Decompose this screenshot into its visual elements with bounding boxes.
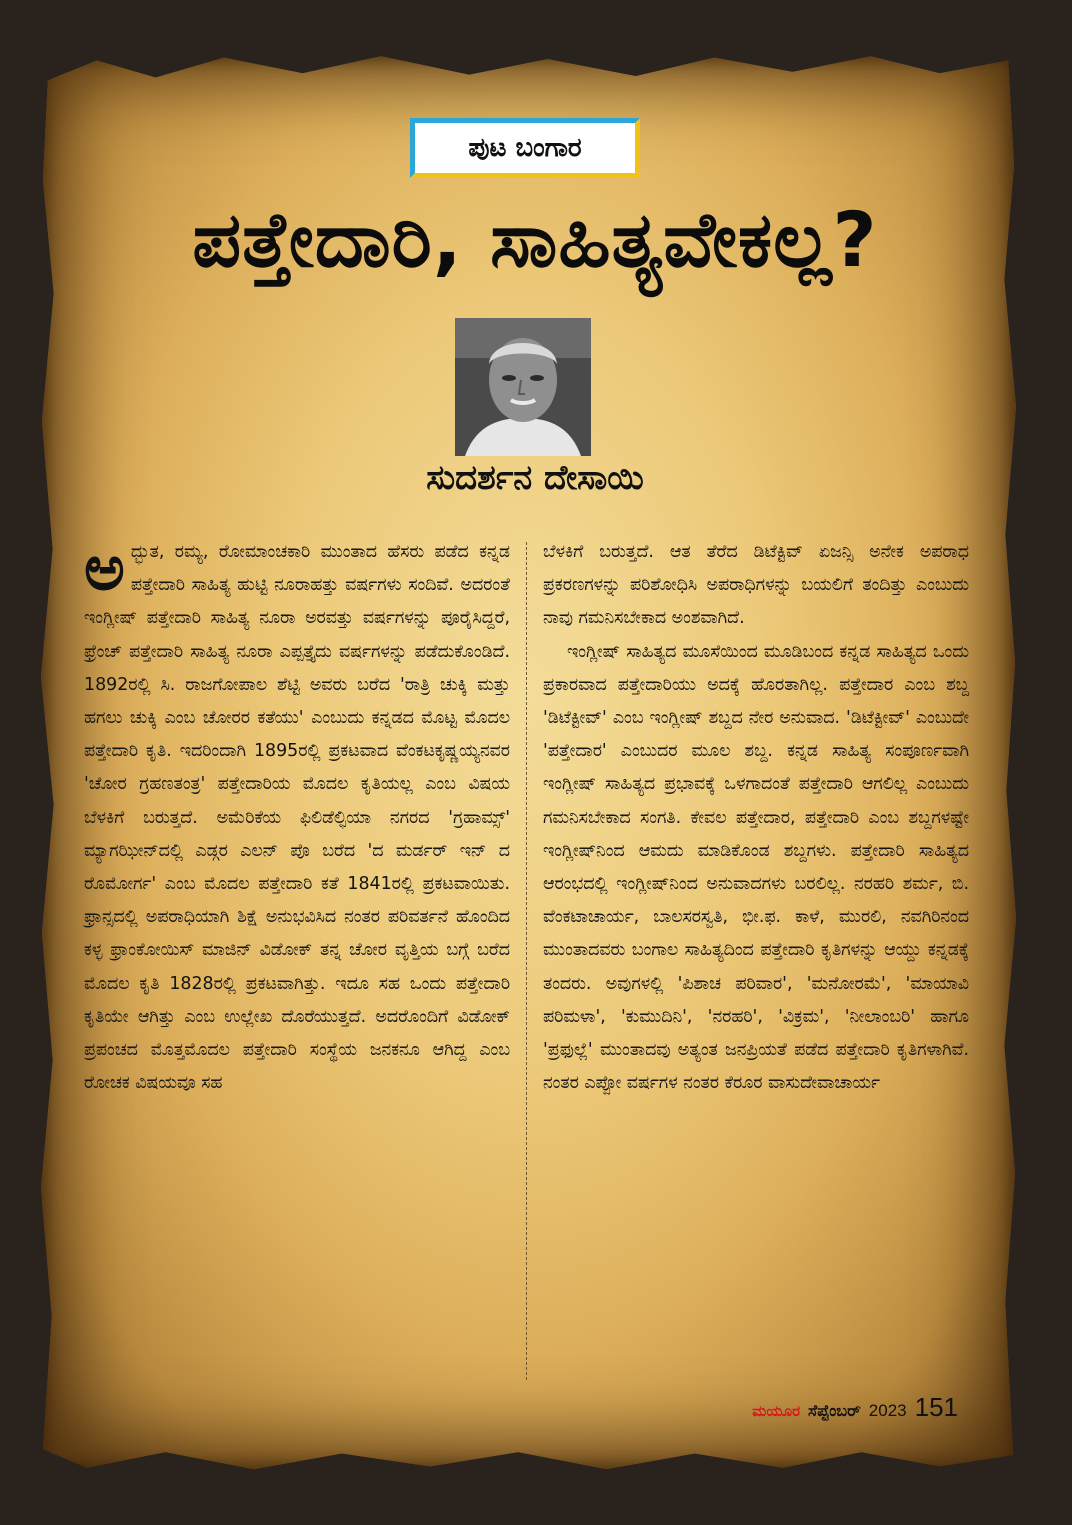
author-name: ಸುದರ್ಶನ ದೇಸಾಯಿ xyxy=(426,458,644,498)
author-portrait xyxy=(455,318,591,456)
issue-year: 2023 xyxy=(868,1401,907,1420)
issue-month: ಸೆಪ್ಟೆಂಬರ್ xyxy=(808,1401,861,1420)
article-column-right xyxy=(543,536,969,1100)
article-text: ದ್ಭುತ, ರಮ್ಯ, ರೋಮಾಂಚಕಾರಿ ಮುಂತಾದ ಹೆಸರು ಪಡೆದ ಕನ್ನಡ ಪತ್ತೇದಾರಿ ಸಾಹಿತ್ಯ ಹುಟ್ಟಿ ನೂರಾಹತ್ತು ವರ್ಷಗಳು ಸಂದಿವೆ. ಅದರಂತೆ ಇಂಗ್ಲೀಷ್ ಪತ್ತೇದಾರಿ ಸಾಹಿತ್ಯ ನೂರಾ ಅರವತ್ತು ವರ್ಷಗಳನ್ನು ಪೂರೈಸಿದ್ದರೆ, ಫ್ರೆಂಚ್ ಪತ್ತೇದಾರಿ ಸಾಹಿತ್ಯ ನೂರಾ ಎಪ್ಪತ್ತೈದು ವರ್ಷಗಳನ್ನು ಪಡೆದುಕೊಂಡಿದೆ. 1892ರಲ್ಲಿ ಸಿ. ರಾಜಗೋಪಾಲ ಶೆಟ್ಟಿ ಅವರು ಬರೆದ 'ರಾತ್ರಿ ಚುಕ್ಕಿ ಮತ್ತು ಹಗಲು ಚುಕ್ಕಿ ಎಂಬ ಚೋರರ ಕತೆಯು' ಎಂಬುದು ಕನ್ನಡದ ಮೊಟ್ಟ ಮೊದಲ ಪತ್ತೇದಾರಿ ಕೃತಿ. ಇದರಿಂದಾಗಿ 1895ರಲ್ಲಿ ಪ್ರಕಟವಾದ ವೆಂಕಟಕೃಷ್ಣಯ್ಯನವರ 'ಚೋರ ಗ್ರಹಣತಂತ್ರ' ಪತ್ತೇದಾರಿಯ ಮೊದಲ ಕೃತಿಯಲ್ಲ ಎಂಬ ವಿಷಯ ಬೆಳಕಿಗೆ ಬರುತ್ತದೆ. ಅಮೆರಿಕೆಯ ಫಿಲಿಡೆಲ್ಫಿಯಾ ನಗರದ 'ಗ್ರಹಾಮ್ಸ್' ಮ್ಯಾಗಝೀನ್‌ದಲ್ಲಿ ಎಡ್ಗರ ಎಲನ್ ಪೊ ಬರೆದ 'ದ ಮರ್ಡರ್ ಇನ್ ದ ರೊಮೋರ್ಗ' ಎಂಬ ಮೊದಲ ಪತ್ತೇದಾರಿ ಕತೆ 1841ರಲ್ಲಿ ಪ್ರಕಟವಾಯಿತು. ಫ್ರಾನ್ಸದಲ್ಲಿ ಅಪರಾಧಿಯಾಗಿ ಶಿಕ್ಷೆ ಅನುಭವಿಸಿದ ನಂತರ ಪರಿವರ್ತನೆ ಹೊಂದಿದ ಕಳ್ಳ ಫ್ರಾಂಕೋಯಿಸ್ ಮಾಜಿನ್ ವಿಡೋಕ್ ತನ್ನ ಚೋರ ವೃತ್ತಿಯ ಬಗ್ಗೆ ಬರೆದ ಮೊದಲ ಕೃತಿ 1828ರಲ್ಲಿ ಪ್ರಕಟವಾಗಿತ್ತು. ಇದೂ ಸಹ ಒಂದು ಪತ್ತೇದಾರಿ ಕೃತಿಯೇ ಆಗಿತ್ತು ಎಂಬ ಉಲ್ಲೇಖ ದೊರೆಯುತ್ತದೆ. ಅದರೊಂದಿಗೆ ವಿಡೋಕ್ ಪ್ರಪಂಚದ ಮೊತ್ತಮೊದಲ ಪತ್ತೇದಾರಿ ಸಂಸ್ಥೆಯ ಜನಕನೂ ಆಗಿದ್ದ ಎಂಬ ರೋಚಕ ವಿಷಯವೂ ಸಹ xyxy=(84,542,510,1094)
author-portrait-photo xyxy=(455,318,591,456)
article-paragraph: ಬೆಳಕಿಗೆ ಬರುತ್ತದೆ. ಆತ ತೆರೆದ ಡಿಟೆಕ್ಟಿವ್ ಏಜನ್ಸಿ ಅನೇಕ ಅಪರಾಧ ಪ್ರಕರಣಗಳನ್ನು ಪರಿಶೋಧಿಸಿ ಅಪರಾಧಿಗಳನ್ನು ಬಯಲಿಗೆ ತಂದಿತ್ತು ಎಂಬುದು ನಾವು ಗಮನಿಸಬೇಕಾದ ಅಂಶವಾಗಿದೆ. xyxy=(543,542,969,629)
page-number: 151 xyxy=(914,1392,958,1422)
article-column-left xyxy=(84,531,510,1100)
section-tag xyxy=(410,118,640,178)
section-tag-label: ಪುಟ ಬಂಗಾರ xyxy=(468,132,582,163)
article-paragraph: ಇಂಗ್ಲೀಷ್ ಸಾಹಿತ್ಯದ ಮೂಸೆಯಿಂದ ಮೂಡಿಬಂದ ಕನ್ನಡ ಸಾಹಿತ್ಯದ ಒಂದು ಪ್ರಕಾರವಾದ ಪತ್ತೇದಾರಿಯು ಅದಕ್ಕೆ ಹೊರತಾಗಿಲ್ಲ. ಪತ್ತೇದಾರ ಎಂಬ ಶಬ್ದ 'ಡಿಟೆಕ್ಟೀವ್' ಎಂಬ ಇಂಗ್ಲೀಷ್ ಶಬ್ದದ ನೇರ ಅನುವಾದ. 'ಡಿಟೆಕ್ಟೀವ್' ಎಂಬುದೇ 'ಪತ್ತೇದಾರ' ಎಂಬುದರ ಮೂಲ ಶಬ್ದ. ಕನ್ನಡ ಸಾಹಿತ್ಯ ಸಂಪೂರ್ಣವಾಗಿ ಇಂಗ್ಲೀಷ್ ಸಾಹಿತ್ಯದ ಪ್ರಭಾವಕ್ಕೆ ಒಳಗಾದಂತೆ ಪತ್ತೇದಾರಿ ಆಗಲಿಲ್ಲ ಎಂಬುದು ಗಮನಿಸಬೇಕಾದ ಸಂಗತಿ. ಕೇವಲ ಪತ್ತೇದಾರ, ಪತ್ತೇದಾರಿ ಎಂಬ ಶಬ್ದಗಳಷ್ಟೇ ಇಂಗ್ಲೀಷ್‌ನಿಂದ ಆಮದು ಮಾಡಿಕೊಂಡ ಶಬ್ದಗಳು. ಪತ್ತೇದಾರಿ ಸಾಹಿತ್ಯದ ಆರಂಭದಲ್ಲಿ ಇಂಗ್ಲೀಷ್‌ನಿಂದ ಅನುವಾದಗಳು ಬರಲಿಲ್ಲ. ನರಹರಿ ಶರ್ಮ, ಬಿ. ವೆಂಕಟಾಚಾರ್ಯ, ಬಾಲಸರಸ್ವತಿ, ಭೀ.ಫ. ಕಾಳೆ, ಮುರಲಿ, ನವಗಿರಿನಂದ ಮುಂತಾದವರು ಬಂಗಾಲ ಸಾಹಿತ್ಯದಿಂದ ಪತ್ತೇದಾರಿ ಕೃತಿಗಳನ್ನು ಆಯ್ದು ಕನ್ನಡಕ್ಕೆ ತಂದರು. ಅವುಗಳಲ್ಲಿ 'ಪಿಶಾಚ ಪರಿವಾರ', 'ಮನೋರಮೆ', 'ಮಾಯಾವಿ ಪರಿಮಳಾ', 'ಕುಮುದಿನಿ', 'ನರಹರಿ', 'ವಿಕ್ರಮ', 'ನೀಲಾಂಬರಿ' ಹಾಗೂ 'ಪ್ರಫುಲ್ಲೆ' ಮುಂತಾದವು ಅತ್ಯಂತ ಜನಪ್ರಿಯತೆ ಪಡೆದ ಪತ್ತೇದಾರಿ ಕೃತಿಗಳಾಗಿವೆ. ನಂತರ ಎಪ್ಪೋ ವರ್ಷಗಳ ನಂತರ ಕೆರೂರ ವಾಸುದೇವಾಚಾರ್ಯ xyxy=(543,641,969,1094)
drop-cap: ಅ xyxy=(84,531,125,604)
article-paragraph xyxy=(84,531,510,1100)
headline: ಪತ್ತೇದಾರಿ, ಸಾಹಿತ್ಯವೇಕಲ್ಲ? xyxy=(192,195,878,284)
page-footer xyxy=(752,1392,958,1432)
column-divider xyxy=(526,542,527,1380)
magazine-name: ಮಯೂರ xyxy=(752,1402,801,1420)
